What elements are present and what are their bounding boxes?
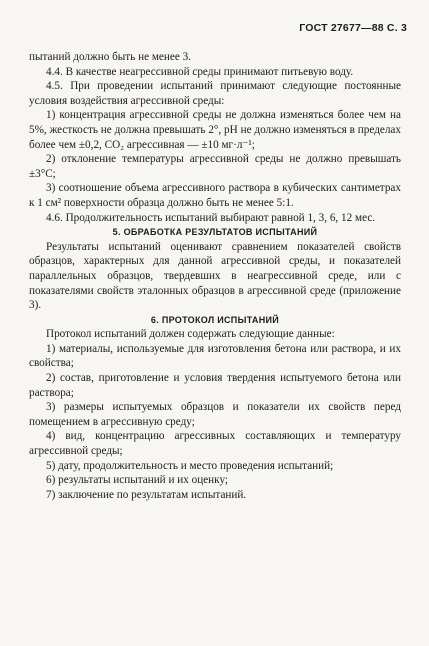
protocol-item-4: 4) вид, концентрацию агрессивных составляющих и температуру агрессивной среды; [29,430,401,458]
paragraph-continuation: пытаний должно быть не менее 3. [29,51,191,63]
section-5-title: 5. ОБРАБОТКА РЕЗУЛЬТАТОВ ИСПЫТАНИЙ [112,227,318,238]
section-5-text: Результаты испытаний оценивают сравнением показателей свойств образцов, характерных для данной агрессивной среды, и показателей параллельных образцов, твердевших в неагрессивной среде, или с показателями свойств эталонных образцов в агрессивной среде (приложение 3). [29,240,401,312]
protocol-item-2: 2) состав, приготовление и условия твердения испытуемого бетона или раствора; [29,372,401,399]
paragraph-4-5: 4.5. При проведении испытаний принимают следующие постоянные условия воздействия агрессивной среды: [29,80,401,107]
paragraph-4-4: 4.4. В качестве неагрессивной среды принимают питьевую воду. [46,65,354,78]
protocol-item-3: 3) размеры испытуемых образцов и показатели их свойств перед помещением в агрессивную среду; [29,401,401,428]
condition-3: 3) соотношение объема агрессивного раствора в кубических сантиметрах к 1 см² поверхности образца должно быть не менее 5:1. [29,182,401,209]
condition-2: 2) отклонение температуры агрессивной среды не должно превышать ±3°С; [29,153,401,180]
section-6-title: 6. ПРОТОКОЛ ИСПЫТАНИЙ [150,314,280,325]
protocol-item-5: 5) дату, продолжительность и место проведения испытаний; [46,459,334,472]
document-body [29,50,401,502]
protocol-intro: Протокол испытаний должен содержать следующие данные: [46,328,335,341]
condition-1: 1) концентрация агрессивной среды не должна изменяться более чем на 5%, жесткость не должна превышать 2°, pH не должно изменяться в пределах более чем ±0,2, CO₂ агрессивная — ±10 мг·л⁻¹; [29,109,401,151]
paragraph-4-6: 4.6. Продолжительность испытаний выбирают равной 1, 3, 6, 12 мес. [46,211,376,224]
protocol-item-7: 7) заключение по результатам испытаний. [46,488,247,501]
protocol-item-6: 6) результаты испытаний и их оценку; [46,474,228,487]
protocol-item-1: 1) материалы, используемые для изготовления бетона или раствора, и их свойства; [29,342,401,370]
page-header: ГОСТ 27677—88 С. 3 [299,22,407,34]
